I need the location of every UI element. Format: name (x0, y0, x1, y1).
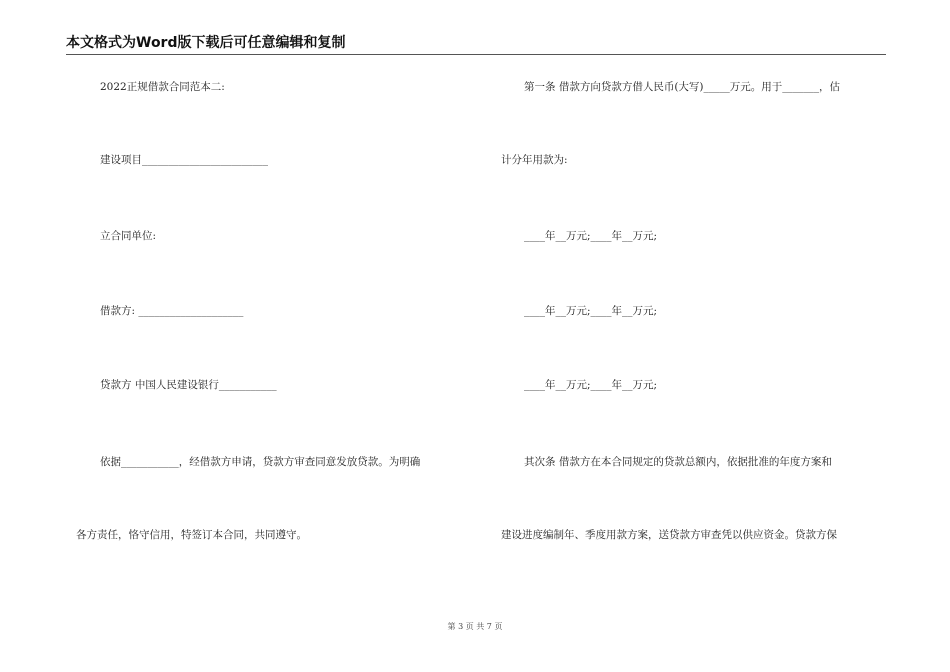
right-line-annual: 计分年用款为: (501, 154, 568, 166)
left-line-borrower: 借款方: ____________________ (100, 305, 244, 317)
page-header (66, 34, 886, 55)
right-line-article-2: 其次条 借款方在本合同规定的贷款总额内，依据批准的年度方案和 (524, 456, 832, 468)
header-title: 本文格式为Word版下载后可任意编辑和复制 (66, 35, 346, 51)
right-line-article-1: 第一条 借款方向贷款方借人民币(大写)_____万元。用于_______，估 (524, 81, 841, 93)
left-line-responsibility: 各方责任，恪守信用，特签订本合同，共同遵守。 (76, 529, 307, 541)
page-number: 第 3 页 共 7 页 (447, 622, 503, 631)
left-line-lender: 贷款方 中国人民建设银行___________ (100, 379, 277, 391)
left-line-project: 建设项目________________________ (100, 154, 268, 166)
right-line-year-1: ____年__万元;____年__万元; (524, 230, 658, 242)
left-line-title: 2022正规借款合同范本二: (100, 81, 225, 93)
left-line-basis: 依据___________，经借款方申请，贷款方审查同意发放贷款。为明确 (100, 456, 421, 468)
right-line-year-2: ____年__万元;____年__万元; (524, 305, 658, 317)
left-line-parties: 立合同单位: (100, 230, 157, 242)
right-line-year-3: ____年__万元;____年__万元; (524, 379, 658, 391)
right-line-schedule: 建设进度编制年、季度用款方案，送贷款方审查凭以供应资金。贷款方保 (501, 529, 837, 541)
